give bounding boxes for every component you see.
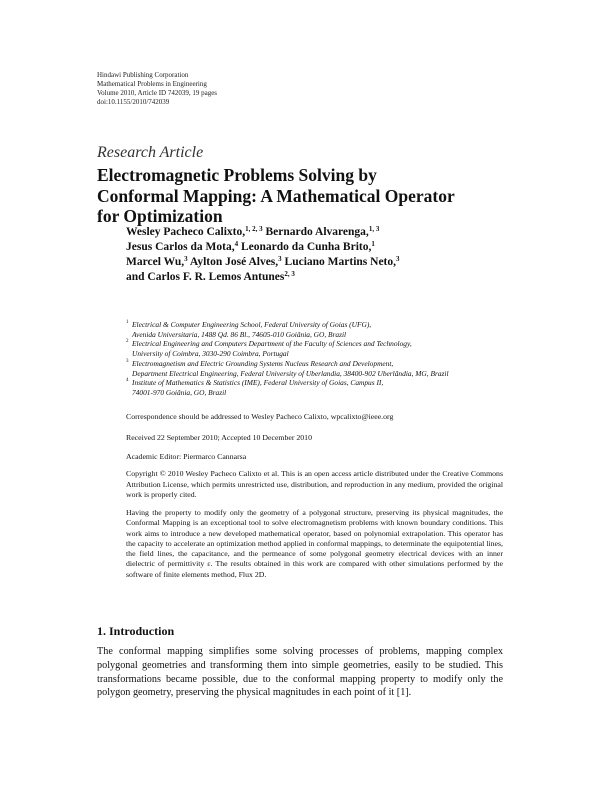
article-type: Research Article (97, 144, 204, 161)
journal-header (97, 71, 217, 107)
affiliation (126, 339, 526, 358)
correspondence-note: Correspondence should be addressed to Wesley Pacheco Calixto, wpcalixto@ieee.org (126, 412, 394, 421)
author-affil-ref: 3 (396, 255, 400, 263)
affiliation-line: Electromagnetism and Electric Grounding Systems Nucleus Research and Development, (132, 358, 394, 368)
doi: doi:10.1155/2010/742039 (97, 98, 170, 106)
affiliation-line: Department Electrical Engineering, Federal University of Uberlandia, 38400-902 Uberlândia, MG, Brazil (132, 368, 449, 378)
author-line (126, 240, 526, 255)
affiliation-line: 74001-970 Goiânia, GO, Brazil (132, 387, 227, 397)
affiliation-number: 1 (126, 320, 129, 325)
affiliation (126, 378, 526, 397)
title-line: for Optimization (97, 206, 223, 226)
copyright-notice: Copyright © 2010 Wesley Pacheco Calixto et al. This is an open access article distributed under the Creative Commons Attribution License, which permits unrestricted use, distribution, and reproduction in any medium, provided the original work is properly cited. (126, 469, 503, 499)
section-heading: 1. Introduction (97, 624, 175, 638)
affiliation-line: Electrical & Computer Engineering School, Federal University of Goias (UFG), (132, 320, 372, 329)
title-line: Electromagnetic Problems Solving by (97, 165, 377, 185)
affiliation-number: 2 (126, 339, 129, 345)
affiliation-number: 4 (126, 378, 129, 384)
affiliation-number: 3 (126, 358, 129, 364)
author-line (126, 270, 526, 285)
author-name: Jesus Carlos da Mota, (126, 241, 235, 253)
received-dates: Received 22 September 2010; Accepted 10 December 2010 (126, 433, 312, 442)
author-line (126, 255, 526, 270)
publisher-name: Hindawi Publishing Corporation (97, 71, 189, 79)
author-list (126, 225, 526, 285)
author-name: Aylton José Alves, (187, 256, 279, 268)
author-affil-ref: 1, 2, 3 (245, 225, 263, 233)
author-name: and Carlos F. R. Lemos Antunes (126, 271, 285, 283)
author-affil-ref: 3 (278, 255, 282, 263)
author-name: Marcel Wu, (126, 256, 185, 268)
author-affil-ref: 3 (184, 255, 188, 263)
affiliation-line: University of Coimbra, 3030-290 Coimbra, Portugal (132, 349, 289, 359)
title-line: Conformal Mapping: A Mathematical Operator (97, 185, 455, 206)
paper-title (97, 165, 517, 227)
author-affil-ref: 4 (234, 240, 239, 248)
author-line (126, 225, 526, 240)
affiliation (126, 320, 526, 339)
author-name: Leonardo da Cunha Brito, (238, 241, 372, 253)
author-name: Bernardo Alvarenga, (262, 226, 369, 238)
affiliation-line: Avenida Universitaria, 1488 Qd. 86 Bl., 74605-010 Goiânia, GO, Brazil (132, 329, 347, 339)
journal-name: Mathematical Problems in Engineering (97, 80, 207, 88)
author-affil-ref: 1, 3 (368, 225, 380, 233)
affiliation-list (126, 320, 526, 398)
academic-editor: Academic Editor: Piermarco Cannarsa (126, 452, 247, 461)
introduction-paragraph: The conformal mapping simplifies some solving processes of problems, mapping complex polygonal geometries and transforming them into simple geometries, easily to be studied. This transformations became possible, due to the conformal mapping property to modify only the polygon geometry, preserving the physical magnitudes in each point of it [1]. (97, 646, 503, 699)
affiliation-line: Institute of Mathematics & Statistics (IME), Federal University of Goias, Campus II, (132, 378, 384, 388)
volume-info: Volume 2010, Article ID 742039, 19 pages (97, 89, 218, 97)
abstract: Having the property to modify only the geometry of a polygonal structure, preserving its physical magnitudes, the Conformal Mapping is an exceptional tool to solve electromagnetism problems with known boundary conditions. This work aims to introduce a new developed mathematical operator, based on polynomial extrapolation. This operator has the capacity to accelerate an optimization method applied in conformal mappings, to determinate the equipotential lines, the field lines, the capacitance, and the permeance of some polygonal geometry electrical devices with an inner dielectric of permittivity ε. The results obtained in this work are compared with other simulations performed by the software of finite elements method, Flux 2D. (126, 508, 503, 579)
affiliation (126, 359, 526, 378)
author-name: Wesley Pacheco Calixto, (126, 226, 246, 238)
affiliation-line: Electrical Engineering and Computers Department of the Faculty of Sciences and Technology, (132, 339, 412, 349)
author-name: Luciano Martins Neto, (281, 256, 397, 268)
author-affil-ref: 1 (371, 240, 375, 248)
author-affil-ref: 2, 3 (284, 270, 295, 278)
